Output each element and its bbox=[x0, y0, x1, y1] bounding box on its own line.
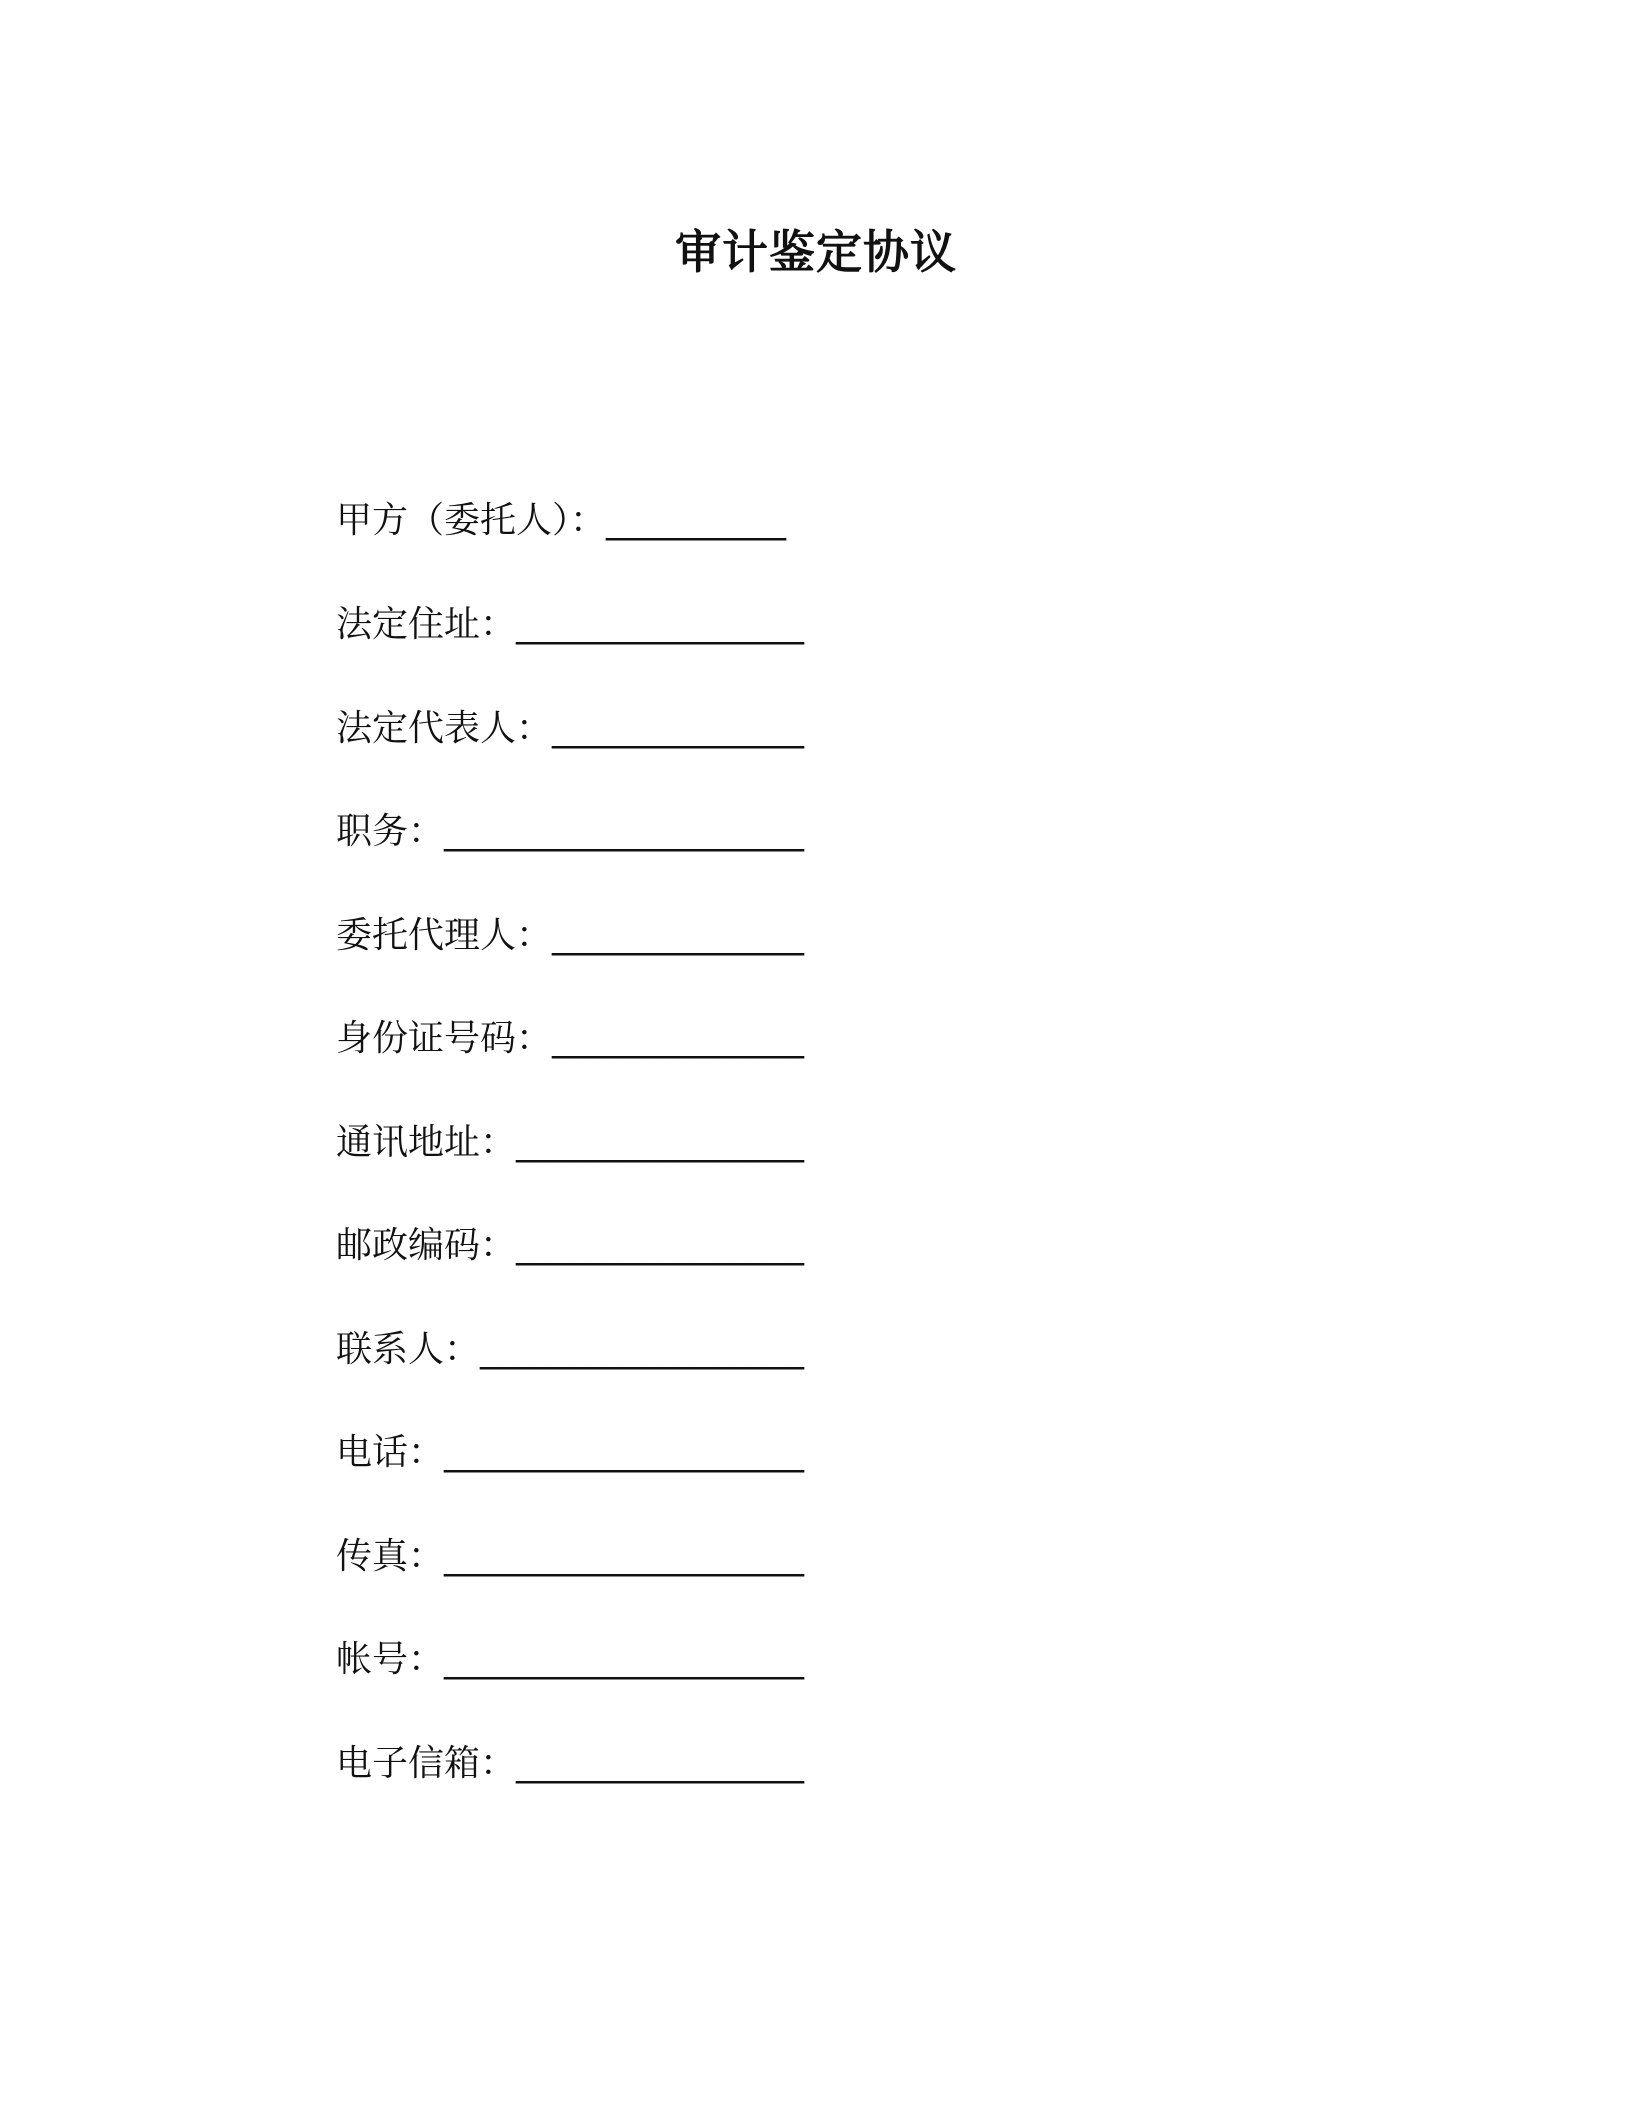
field-blank-line[interactable]: ______________ bbox=[552, 915, 805, 956]
field-blank-line[interactable]: ________________ bbox=[516, 1743, 805, 1784]
field-label: 帐号： bbox=[336, 1639, 445, 1680]
field-blank-line[interactable]: ________________ bbox=[516, 1225, 805, 1266]
field-label: 甲方（委托人）： bbox=[336, 500, 607, 541]
field-label: 职务： bbox=[336, 811, 445, 852]
field-label: 委托代理人： bbox=[336, 915, 553, 956]
field-agent bbox=[336, 911, 804, 961]
field-mailing-address bbox=[336, 1118, 804, 1168]
field-label: 通讯地址： bbox=[336, 1122, 517, 1163]
field-legal-representative bbox=[336, 704, 804, 754]
field-account-number bbox=[336, 1635, 804, 1685]
field-blank-line[interactable]: ____________________ bbox=[444, 1639, 805, 1680]
field-label: 法定住址： bbox=[336, 604, 517, 645]
field-label: 邮政编码： bbox=[336, 1225, 517, 1266]
field-blank-line[interactable]: ________________ bbox=[516, 604, 805, 645]
field-blank-line[interactable]: ____________________ bbox=[444, 1536, 805, 1577]
field-blank-line[interactable]: __________ bbox=[606, 500, 787, 541]
field-telephone bbox=[336, 1428, 804, 1478]
field-blank-line[interactable]: ________________ bbox=[516, 1122, 805, 1163]
field-blank-line[interactable]: ____________________ bbox=[444, 811, 805, 852]
field-label: 电子信箱： bbox=[336, 1743, 517, 1784]
field-email bbox=[336, 1739, 804, 1789]
field-legal-address bbox=[336, 600, 804, 650]
field-label: 传真： bbox=[336, 1536, 445, 1577]
field-party-a bbox=[336, 496, 786, 546]
field-label: 电话： bbox=[336, 1432, 445, 1473]
field-blank-line[interactable]: ______________ bbox=[552, 708, 805, 749]
field-blank-line[interactable]: ____________________ bbox=[444, 1432, 805, 1473]
field-blank-line[interactable]: __________________ bbox=[480, 1329, 805, 1370]
field-fax bbox=[336, 1532, 804, 1582]
field-label: 法定代表人： bbox=[336, 708, 553, 749]
field-id-number bbox=[336, 1014, 804, 1064]
field-label: 身份证号码： bbox=[336, 1018, 553, 1059]
field-position bbox=[336, 807, 804, 857]
field-label: 联系人： bbox=[336, 1329, 481, 1370]
document-title: 审计鉴定协议 bbox=[675, 225, 957, 279]
field-blank-line[interactable]: ______________ bbox=[552, 1018, 805, 1059]
field-postal-code bbox=[336, 1221, 804, 1271]
field-contact-person bbox=[336, 1325, 804, 1375]
